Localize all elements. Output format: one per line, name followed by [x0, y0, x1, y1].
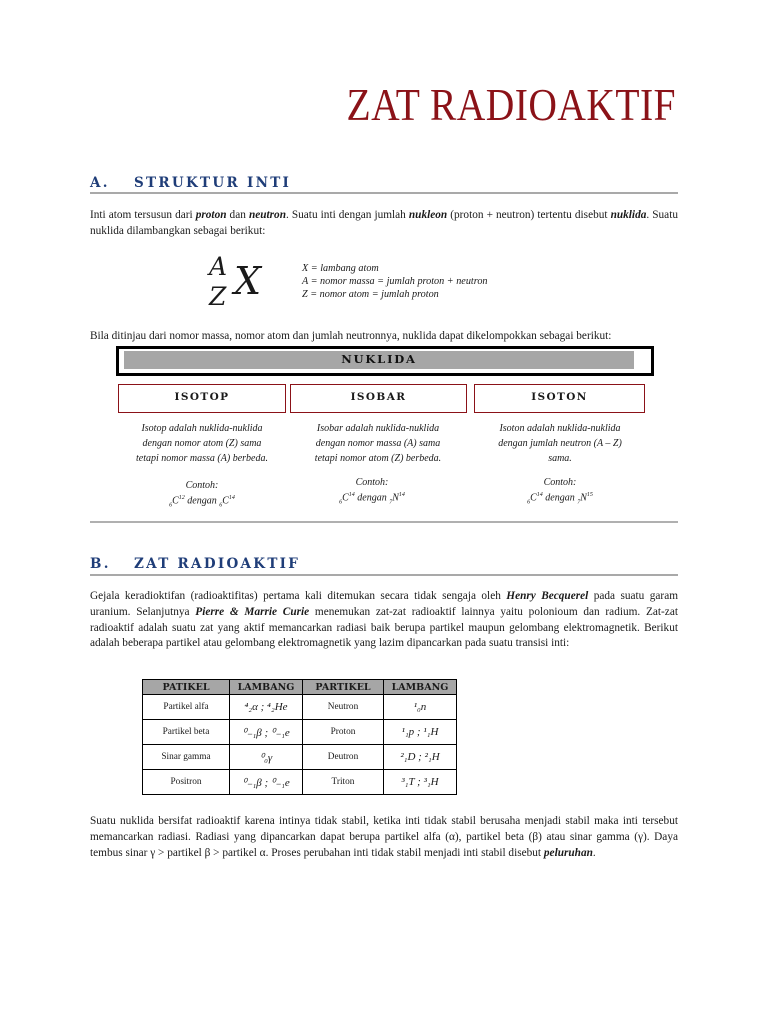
description-line: tetapi nomor massa (A) berbeda.: [136, 453, 268, 464]
category-isoton: ISOTON: [474, 384, 645, 413]
isoton-description: [458, 421, 662, 466]
atomic-number: 6: [527, 499, 531, 506]
notation-symbol: X: [234, 259, 262, 303]
term-neutron: neutron: [248, 209, 286, 221]
notation-atomic-number: Z: [209, 282, 227, 311]
nuklida-label: NUKLIDA: [341, 352, 417, 366]
text-run: . Suatu nuklida dilambangkan sebagai berikut:: [90, 209, 678, 237]
table-row: [143, 745, 457, 770]
text-run: .: [592, 846, 596, 859]
page-title: ZAT RADIOAKTIF: [346, 79, 676, 130]
example-label: Contoh:: [355, 477, 389, 488]
category-isobar: ISOBAR: [290, 384, 467, 413]
element-symbol: C: [222, 495, 229, 507]
isoton-example: [458, 476, 662, 509]
particle-symbol: ⁰₀γ: [230, 745, 303, 770]
paragraph-decay: [90, 814, 678, 861]
particle-name: Neutron: [303, 695, 384, 720]
mass-number: 14: [228, 495, 235, 501]
description-line: dengan nomor atom (Z) sama: [142, 438, 262, 449]
table-row: [143, 770, 457, 795]
atomic-number: 7: [389, 499, 393, 506]
category-isotop: ISOTOP: [118, 384, 286, 413]
particle-name: Positron: [143, 770, 230, 795]
atomic-number: 6: [169, 502, 173, 509]
atomic-number: 6: [339, 499, 343, 506]
text-run: pada suatu garam uranium. Selanjutnya: [90, 590, 678, 618]
term-peluruhan: peluruhan: [543, 846, 593, 859]
particle-name: Partikel beta: [143, 720, 230, 745]
description-line: Isoton adalah nuklida-nuklida: [499, 423, 621, 434]
section-b-rule: [90, 574, 678, 576]
element-symbol: C: [530, 492, 537, 504]
particle-symbol: ⁰₋₁β ; ⁰₋₁e: [230, 770, 303, 795]
description-line: tetapi nomor atom (Z) berbeda.: [314, 453, 442, 464]
term-nukleon: nukleon: [408, 209, 448, 221]
column-header: PATIKEL: [143, 680, 230, 695]
term-nuklida: nuklida: [610, 209, 647, 221]
text-run: dan: [226, 209, 249, 221]
text-run: Inti atom tersusun dari: [90, 209, 196, 221]
section-a-rule: [90, 192, 678, 194]
connector: dengan: [542, 492, 578, 504]
particle-name: Proton: [303, 720, 384, 745]
example-label: Contoh:: [543, 477, 577, 488]
text-run: menemukan zat-zat radioaktif lainnya yaitu polonioum dan radium. Zat-zat radioaktif adalah suatu zat yang aktif memancarkan radiasi baik berupa partikel maupun gelombang elektromagnetik. Berikut adalah beberapa partikel atau gelombang elektromagnetik yang lazim dipancarkan pada suatu transisi inti:: [90, 605, 678, 650]
description-line: Isotop adalah nuklida-nuklida: [141, 423, 263, 434]
text-run: (proton + neutron) tertentu disebut: [447, 209, 611, 221]
particle-name: Triton: [303, 770, 384, 795]
particle-symbol: ⁴₂α ; ⁴₂He: [230, 695, 303, 720]
particle-name: Sinar gamma: [143, 745, 230, 770]
example-formula: [458, 489, 662, 509]
particle-symbol: ¹₀n: [384, 695, 457, 720]
mass-number: 14: [348, 492, 355, 498]
mass-number: 12: [178, 495, 185, 501]
column-header: LAMBANG: [384, 680, 457, 695]
element-symbol: N: [580, 492, 587, 504]
element-symbol: N: [392, 492, 399, 504]
paragraph-radioactivity: [90, 589, 678, 652]
legend-line: A = nomor massa = jumlah proton + neutron: [302, 276, 488, 287]
column-header: LAMBANG: [230, 680, 303, 695]
legend-line: X = lambang atom: [302, 263, 379, 274]
paragraph-grouping: Bila ditinjau dari nomor massa, nomor atom dan jumlah neutronnya, nuklida dapat dikelompokkan sebagai berikut:: [90, 330, 612, 342]
connector: dengan: [184, 495, 220, 507]
table-header-row: [143, 680, 457, 695]
particle-symbol: ²₁D ; ²₁H: [384, 745, 457, 770]
particle-name: Deutron: [303, 745, 384, 770]
section-b-number: B.: [90, 556, 111, 572]
connector: dengan: [354, 492, 390, 504]
notation-legend: [302, 262, 488, 301]
name-curie: Pierre & Marrie Curie: [195, 605, 310, 618]
text-run: Suatu nuklida bersifat radioaktif karena intinya tidak stabil, ketika inti tidak stabil berusaha menjadi stabil maka inti tersebut memancarkan radiasi. Radiasi yang dipancarkan dapat berupa partikel alfa (α), partikel beta (β) atau sinar gamma (γ). Daya tembus sinar γ > partikel β > partikel α. Proses perubahan inti tidak stabil menjadi inti stabil disebut: [90, 815, 678, 859]
mass-number: 15: [586, 492, 593, 498]
column-header: PARTIKEL: [303, 680, 384, 695]
example-formula: [270, 489, 474, 509]
description-line: dengan jumlah neutron (A – Z): [498, 438, 622, 449]
element-symbol: C: [342, 492, 349, 504]
atomic-number: 6: [219, 502, 223, 509]
mass-number: 14: [398, 492, 405, 498]
section-a-number: A.: [90, 175, 110, 191]
name-becquerel: Henry Becquerel: [506, 590, 589, 602]
particle-name: Partikel alfa: [143, 695, 230, 720]
section-b-title: ZAT RADIOAKTIF: [134, 556, 301, 572]
isobar-description: [276, 421, 480, 466]
section-a-heading: [90, 175, 291, 191]
divider: [90, 521, 678, 523]
section-b-heading: [90, 556, 300, 572]
text-run: . Suatu inti dengan jumlah: [285, 209, 409, 221]
isobar-example: [270, 476, 474, 509]
description-line: sama.: [548, 453, 572, 464]
table-row: [143, 695, 457, 720]
particle-symbol: ¹₁p ; ¹₁H: [384, 720, 457, 745]
description-line: dengan nomor massa (A) sama: [315, 438, 441, 449]
particle-table: [142, 679, 457, 795]
mass-number: 14: [536, 492, 543, 498]
particle-symbol: ⁰₋₁β ; ⁰₋₁e: [230, 720, 303, 745]
element-symbol: C: [172, 495, 179, 507]
paragraph-nucleus: [90, 208, 678, 240]
text-run: Gejala keradioktifan (radioaktifitas) pertama kali ditemukan secara tidak sengaja oleh: [90, 590, 507, 602]
description-line: Isobar adalah nuklida-nuklida: [316, 423, 440, 434]
term-proton: proton: [195, 209, 227, 221]
notation-mass-number: A: [209, 252, 228, 281]
example-label: Contoh:: [185, 480, 219, 491]
section-a-title: STRUKTUR INTI: [134, 175, 292, 191]
particle-symbol: ³₁T ; ³₁H: [384, 770, 457, 795]
atomic-number: 7: [577, 499, 581, 506]
table-row: [143, 720, 457, 745]
isotop-description: [100, 421, 304, 466]
legend-line: Z = nomor atom = jumlah proton: [302, 289, 439, 300]
